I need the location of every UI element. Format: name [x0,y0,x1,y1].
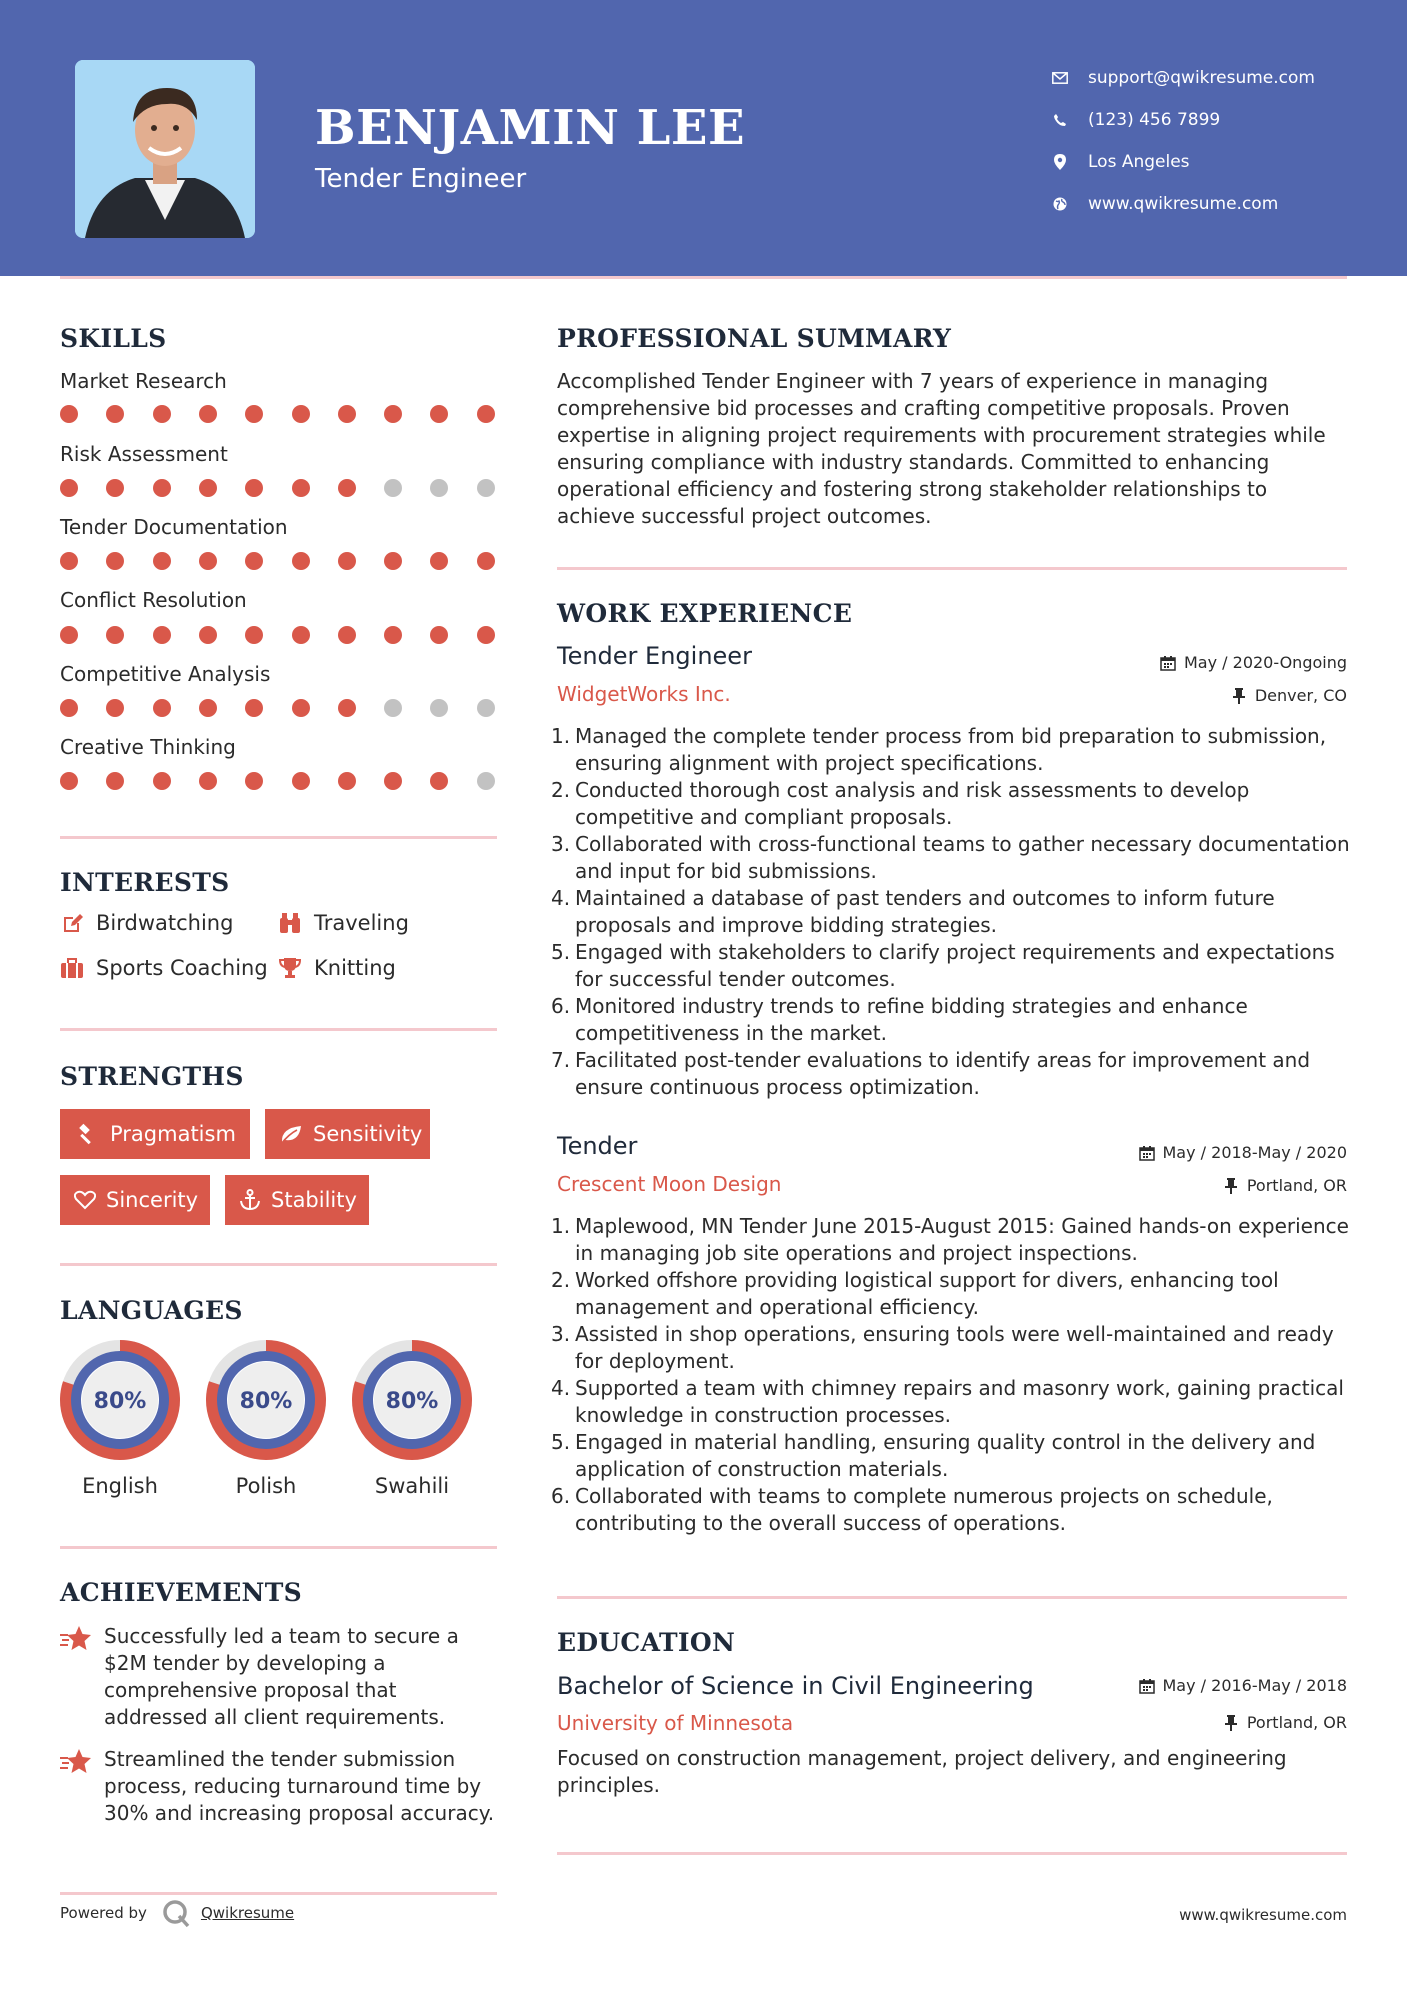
skill-dot-filled [338,772,356,790]
contact-email[interactable] [1050,57,1315,99]
skill-rating [60,626,500,644]
leaf-icon [279,1121,303,1147]
skill-dot-filled [60,699,78,717]
skill-dot-filled [384,626,402,644]
skill-dot-empty [477,699,495,717]
skill-dot-filled [60,552,78,570]
skill-dot-filled [60,626,78,644]
skill-dot-filled [292,552,310,570]
job-date [1160,653,1347,672]
skill-dot-filled [153,552,171,570]
education-degree: Bachelor of Science in Civil Engineering [557,1672,1034,1700]
strength-label: Sincerity [106,1188,199,1212]
skill-dot-filled [338,479,356,497]
interest-label: Birdwatching [96,911,234,935]
skill-dot-filled [292,405,310,423]
interest-item [60,911,233,935]
education-title: EDUCATION [557,1628,736,1657]
education-date-text: May / 2016-May / 2018 [1162,1676,1347,1695]
skill-dot-filled [153,626,171,644]
contact-location [1050,141,1315,183]
skill-dot-filled [106,479,124,497]
strength-label: Stability [271,1188,357,1212]
language-gauge [58,1338,182,1462]
education-location [1223,1713,1347,1732]
skill-name: Market Research [60,369,227,393]
skill-rating [60,405,500,423]
summary-title: PROFESSIONAL SUMMARY [557,324,952,353]
skill-dot-filled [292,626,310,644]
skill-dot-filled [60,479,78,497]
skill-dot-filled [384,772,402,790]
skill-dot-filled [199,479,217,497]
skill-dot-filled [199,772,217,790]
interest-item [60,956,268,980]
language-item [204,1338,328,1498]
job-title: Tender Engineer [557,642,752,670]
section-divider [60,836,497,839]
skill-dot-empty [384,699,402,717]
candidate-role: Tender Engineer [315,164,527,194]
language-name: English [82,1474,158,1498]
interests-title: INTERESTS [60,868,230,897]
job-location [1231,686,1347,705]
header-divider [60,276,1347,279]
skill-dot-filled [384,405,402,423]
language-gauge [350,1338,474,1462]
strength-tag [60,1109,250,1159]
skill-dot-filled [338,699,356,717]
skill-rating [60,479,500,497]
trophy-icon [278,956,302,980]
skill-dot-filled [245,699,263,717]
skill-dot-filled [477,626,495,644]
qwikresume-logo-icon [161,1898,191,1928]
section-divider [60,1028,497,1031]
skill-dot-filled [199,699,217,717]
section-divider [557,1596,1347,1599]
contact-phone[interactable] [1050,99,1315,141]
skill-dot-filled [153,772,171,790]
job-title: Tender [557,1132,638,1160]
skill-dot-filled [430,772,448,790]
resume-header [0,0,1407,276]
skill-dot-empty [477,772,495,790]
skill-name: Conflict Resolution [60,588,247,612]
section-divider [60,1263,497,1266]
skill-dot-filled [338,626,356,644]
strength-label: Pragmatism [110,1122,236,1146]
interest-label: Traveling [314,911,409,935]
language-name: Swahili [374,1474,450,1498]
skill-dot-filled [477,552,495,570]
gauge-label: 80% [239,1389,293,1414]
section-divider [60,1892,497,1895]
globe-icon [1050,194,1070,214]
job-company: Crescent Moon Design [557,1172,782,1196]
achievement-item [60,1746,500,1827]
skill-dot-filled [153,479,171,497]
job-duties [575,1213,1355,1537]
section-divider [60,1546,497,1549]
achievements-title: ACHIEVEMENTS [60,1578,302,1607]
duty-item: Worked offshore providing logistical support for divers, enhancing tool management and operational efficiency. [575,1268,1279,1319]
anchor-icon [239,1187,261,1213]
language-name: Polish [235,1474,297,1498]
contact-phone-text: (123) 456 7899 [1088,110,1221,130]
contact-list [1050,57,1315,225]
skill-dot-filled [292,479,310,497]
skill-dot-empty [430,699,448,717]
skill-dot-filled [106,552,124,570]
pushpin-icon [1223,1178,1239,1194]
interest-item [278,956,396,980]
languages-title: LANGUAGES [60,1296,243,1325]
skill-dot-empty [430,479,448,497]
duty-item: Managed the complete tender process from bid preparation to submission, ensuring alignment with project specifications. [575,724,1327,775]
skill-dot-filled [292,772,310,790]
star-icon [60,1748,94,1778]
skill-dot-filled [106,405,124,423]
profile-photo [75,60,255,238]
education-date [1139,1676,1348,1695]
pushpin-icon [1231,688,1247,704]
skill-dot-filled [477,405,495,423]
skill-dot-filled [153,699,171,717]
skill-dot-filled [245,405,263,423]
gauge-label: 80% [93,1389,147,1414]
job-date-text: May / 2018-May / 2020 [1162,1143,1347,1162]
phone-icon [1050,110,1070,130]
duty-item: Supported a team with chimney repairs and masonry work, gaining practical knowledge in construction processes. [575,1376,1344,1427]
contact-website-text: www.qwikresume.com [1088,194,1279,214]
skill-name: Competitive Analysis [60,662,271,686]
skill-dot-empty [477,479,495,497]
strength-tag [225,1175,369,1225]
duty-item: Assisted in shop operations, ensuring tools were well-maintained and ready for deployment. [575,1322,1334,1373]
duty-item: Maintained a database of past tenders and outcomes to inform future proposals and improve bidding strategies. [575,886,1275,937]
strength-label: Sensitivity [313,1122,423,1146]
skill-dot-filled [430,405,448,423]
duty-item: Maplewood, MN Tender June 2015-August 2015: Gained hands-on experience in managing job site operations and project inspections. [575,1214,1349,1265]
skill-rating [60,772,500,790]
language-item [350,1338,474,1498]
language-gauge [204,1338,328,1462]
education-school: University of Minnesota [557,1711,794,1735]
interest-label: Knitting [314,956,396,980]
education-location-text: Portland, OR [1246,1713,1347,1732]
skill-dot-filled [245,552,263,570]
calendar-icon [1139,1145,1155,1161]
qwikresume-link[interactable]: Qwikresume [200,1904,295,1922]
briefcase-icon [60,956,84,980]
duty-item: Engaged in material handling, ensuring quality control in the delivery and application of construction materials. [575,1430,1316,1481]
job-date [1139,1143,1348,1162]
binoculars-icon [278,911,302,935]
skill-dot-filled [338,552,356,570]
skill-dot-filled [245,626,263,644]
powered-by-label: Powered by [60,1904,147,1922]
experience-title: WORK EXPERIENCE [557,599,853,628]
skill-dot-filled [384,552,402,570]
achievement-item [60,1623,500,1731]
skill-dot-empty [384,479,402,497]
gavel-icon [74,1121,100,1147]
calendar-icon [1160,655,1176,671]
duty-item: Facilitated post-tender evaluations to identify areas for improvement and ensure continuous process optimization. [575,1048,1311,1099]
interest-item [278,911,409,935]
skill-dot-filled [106,772,124,790]
skill-dot-filled [199,626,217,644]
duty-item: Collaborated with teams to complete numerous projects on schedule, contributing to the overall success of operations. [575,1484,1273,1535]
duty-item: Monitored industry trends to refine bidding strategies and enhance competitiveness in the market. [575,994,1248,1045]
job-company: WidgetWorks Inc. [557,682,731,706]
language-item [58,1338,182,1498]
contact-website[interactable] [1050,183,1315,225]
skill-dot-filled [245,772,263,790]
skill-dot-filled [245,479,263,497]
candidate-name: BENJAMIN LEE [315,100,746,156]
map-pin-icon [1050,152,1070,172]
skill-name: Creative Thinking [60,735,236,759]
star-icon [60,1625,94,1655]
contact-email-text: support@qwikresume.com [1088,68,1315,88]
gauge-label: 80% [385,1389,439,1414]
skill-dot-filled [199,405,217,423]
job-duties [575,723,1355,1101]
calendar-icon [1139,1678,1155,1694]
interest-label: Sports Coaching [96,956,268,980]
duty-item: Conducted thorough cost analysis and risk assessments to develop competitive and compliant proposals. [575,778,1250,829]
skill-rating [60,552,500,570]
skill-dot-filled [199,552,217,570]
duty-item: Engaged with stakeholders to clarify project requirements and expectations for successful tender outcomes. [575,940,1335,991]
skill-dot-filled [430,626,448,644]
pushpin-icon [1223,1715,1239,1731]
skill-name: Tender Documentation [60,515,288,539]
section-divider [557,1852,1347,1855]
strength-tag [60,1175,210,1225]
job-location-text: Denver, CO [1254,686,1347,705]
skill-dot-filled [153,405,171,423]
contact-location-text: Los Angeles [1088,152,1190,172]
achievement-text: Streamlined the tender submission process, reducing turnaround time by 30% and increasing proposal accuracy. [104,1747,495,1825]
job-location [1223,1176,1347,1195]
strength-tag [265,1109,430,1159]
education-text: Focused on construction management, project delivery, and engineering principles. [557,1746,1287,1797]
strengths-title: STRENGTHS [60,1062,244,1091]
footer-powered-by [60,1898,294,1928]
skill-name: Risk Assessment [60,442,228,466]
pencil-square-icon [60,911,84,935]
skill-dot-filled [106,626,124,644]
section-divider [557,567,1347,570]
heart-icon [74,1187,96,1213]
duty-item: Collaborated with cross-functional teams to gather necessary documentation and input for bid submissions. [575,832,1350,883]
skill-dot-filled [106,699,124,717]
skills-title: SKILLS [60,324,167,353]
skill-dot-filled [338,405,356,423]
skill-dot-filled [292,699,310,717]
skill-rating [60,699,500,717]
skill-dot-filled [60,772,78,790]
skill-dot-filled [430,552,448,570]
footer-url[interactable]: www.qwikresume.com [1179,1906,1347,1924]
achievement-text: Successfully led a team to secure a $2M tender by developing a comprehensive proposal that addressed all client requirements. [104,1624,459,1729]
summary-text: Accomplished Tender Engineer with 7 years of experience in managing comprehensive bid processes and crafting competitive proposals. Proven expertise in aligning project requirements with procurement strategies while ensuring compliance with industry standards. Committed to enhancing operational efficiency and fostering strong stakeholder relationships to achieve successful project outcomes. [557,369,1326,528]
job-location-text: Portland, OR [1246,1176,1347,1195]
envelope-icon [1050,68,1070,88]
skill-dot-filled [60,405,78,423]
job-date-text: May / 2020-Ongoing [1184,653,1347,672]
